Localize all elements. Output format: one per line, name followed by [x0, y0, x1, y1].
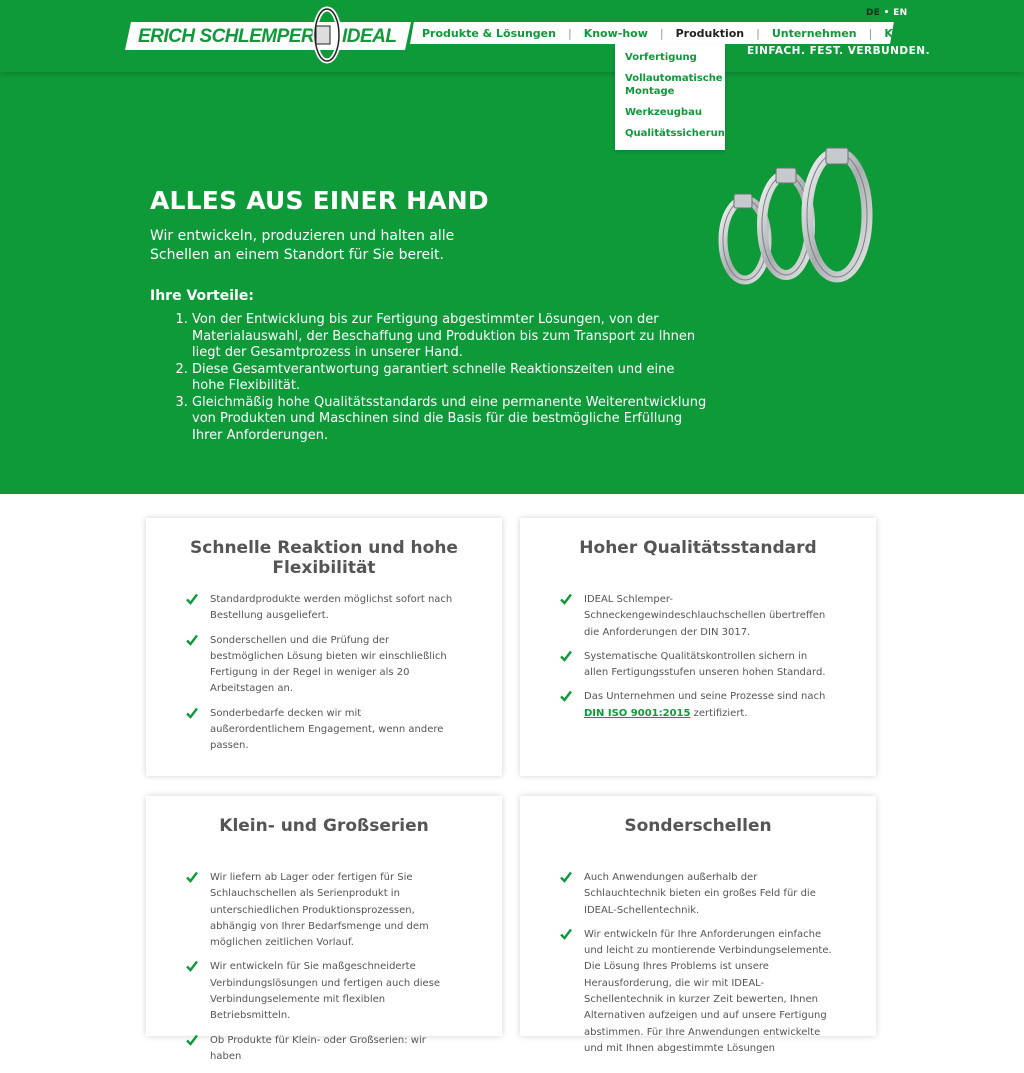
advantages-title: Ihre Vorteile:	[150, 288, 254, 304]
hose-clamps-image	[712, 140, 882, 290]
advantages-list	[150, 312, 710, 444]
hero-title: ALLES AUS EINER HAND	[150, 186, 489, 215]
card-flexibility	[146, 518, 502, 776]
card-title: Klein- und Großserien	[219, 816, 429, 836]
logo-text-left: ERICH SCHLEMPER	[138, 26, 315, 47]
lang-de[interactable]: DE	[866, 8, 881, 18]
dropdown-item-montage[interactable]: Vollautomatische Montage	[625, 73, 723, 97]
nav-unternehmen[interactable]: Unternehmen	[771, 26, 857, 40]
nav-produkte[interactable]: Produkte & Lösungen	[422, 26, 556, 40]
card-series	[146, 796, 502, 1062]
list-item: IDEAL Schlemper-Schneckengewindeschlauchschellen übertreffen die Anforderungen der DIN 3017.	[560, 592, 832, 641]
list-item: Wir liefern ab Lager oder fertigen für Sie Schlauchschellen als Serienprodukt in unterschiedlichen Produktionsprozessen, abhängig von Ihrer Bedarfsmenge und dem möglichen zeitlichen Vorlauf.	[186, 870, 458, 951]
list-item: Ob Produkte für Klein- oder Großserien: wir haben	[186, 1033, 458, 1066]
card-title: Hoher Qualitätsstandard	[579, 538, 817, 558]
lang-en[interactable]: EN	[893, 8, 908, 18]
logo-text-right: IDEAL	[342, 26, 397, 47]
logo[interactable]	[128, 6, 410, 62]
nav-separator: |	[868, 26, 873, 40]
card-list	[186, 592, 458, 763]
check-icon	[560, 871, 572, 883]
advantage-item: 2. Diese Gesamtverantwortung garantiert schnelle Reaktionszeiten und eine hohe Flexibilität.	[192, 362, 710, 395]
nav-separator: |	[659, 26, 664, 40]
nav-know-how[interactable]: Know-how	[583, 26, 648, 40]
list-item: Wir entwickeln für Sie maßgeschneiderte Verbindungslösungen und fertigen auch diese Verbindungselemente mit flexiblen Betriebsmitteln.	[186, 959, 458, 1024]
check-icon	[186, 634, 198, 646]
dropdown-item-qualitaet[interactable]: Qualitätssicherung	[625, 128, 733, 139]
list-item: Auch Anwendungen außerhalb der Schlauchtechnik bieten ein großes Feld für die IDEAL-Schellentechnik.	[560, 870, 832, 919]
list-item: Sonderbedarfe decken wir mit außerordentlichem Engagement, wenn andere passen.	[186, 706, 458, 755]
list-item: Wir entwickeln für Ihre Anforderungen einfache und leicht zu montierende Verbindungselemente. Die Lösung Ihres Problems ist unsere Herausforderung, die wir mit IDEAL-Schellentechnik in kurzer Zeit bewerten, Ihnen Alternativen aufzeigen und auf unsere Fertigung abstimmen. Für Ihre Anwendungen entwickelte und mit Ihnen abgestimmte Lösungen	[560, 927, 832, 1057]
language-switcher	[866, 8, 907, 18]
lang-separator: •	[883, 8, 890, 18]
check-icon	[186, 871, 198, 883]
hero-subtitle: Wir entwickeln, produzieren und halten alle Schellen an einem Standort für Sie bereit.	[150, 228, 455, 263]
check-icon	[186, 960, 198, 972]
advantage-item: 1. Von der Entwicklung bis zur Fertigung abgestimmter Lösungen, von der Materialauswahl, der Beschaffung und Produktion bis zum Transport zu Ihnen liegt der Gesamtprozess in unserer Hand.	[192, 312, 710, 362]
iso-link[interactable]: DIN ISO 9001:2015	[584, 707, 691, 719]
check-icon	[560, 650, 572, 662]
card-quality	[520, 518, 876, 776]
header	[0, 0, 1024, 72]
check-icon	[186, 1034, 198, 1046]
card-title: Schnelle Reaktion und hohe Flexibilität	[190, 538, 458, 578]
list-item: Standardprodukte werden möglichst sofort nach Bestellung ausgeliefert.	[186, 592, 458, 625]
check-icon	[186, 593, 198, 605]
list-item: Sonderschellen und die Prüfung der bestmöglichen Lösung bieten wir einschließlich Fertigung in der Regel in weniger als 20 Arbeitstagen an.	[186, 633, 458, 698]
check-icon	[186, 707, 198, 719]
clamp-logo-icon	[312, 6, 342, 64]
nav-kontakt[interactable]: Kontakt & Service	[884, 26, 997, 40]
check-icon	[560, 690, 572, 702]
nav-produktion[interactable]: Produktion	[675, 26, 745, 40]
dropdown-item-werkzeugbau[interactable]: Werkzeugbau	[625, 107, 702, 118]
card-list	[560, 870, 832, 1065]
card-list	[560, 592, 832, 730]
dropdown-item-vorfertigung[interactable]: Vorfertigung	[625, 52, 697, 63]
tagline: EINFACH. FEST. VERBUNDEN.	[747, 45, 931, 57]
check-icon	[560, 593, 572, 605]
hero-content	[150, 186, 710, 444]
card-title: Sonderschellen	[624, 816, 772, 836]
card-list	[186, 870, 458, 1073]
list-item: Das Unternehmen und seine Prozesse sind nach DIN ISO 9001:2015 zertifiziert.	[560, 689, 832, 722]
nav-separator: |	[567, 26, 572, 40]
produktion-dropdown	[615, 44, 733, 150]
list-item: Systematische Qualitätskontrollen sichern in allen Fertigungsstufen unseren hohen Standard.	[560, 649, 832, 682]
check-icon	[560, 928, 572, 940]
nav-separator: |	[756, 26, 760, 40]
card-special-clamps	[520, 796, 876, 1054]
advantage-item: 3. Gleichmäßig hohe Qualitätsstandards und eine permanente Weiterentwicklung von Produkten und Maschinen sind die Basis für die bestmögliche Erfüllung Ihrer Anforderungen.	[192, 395, 710, 445]
main-nav	[410, 22, 1008, 44]
